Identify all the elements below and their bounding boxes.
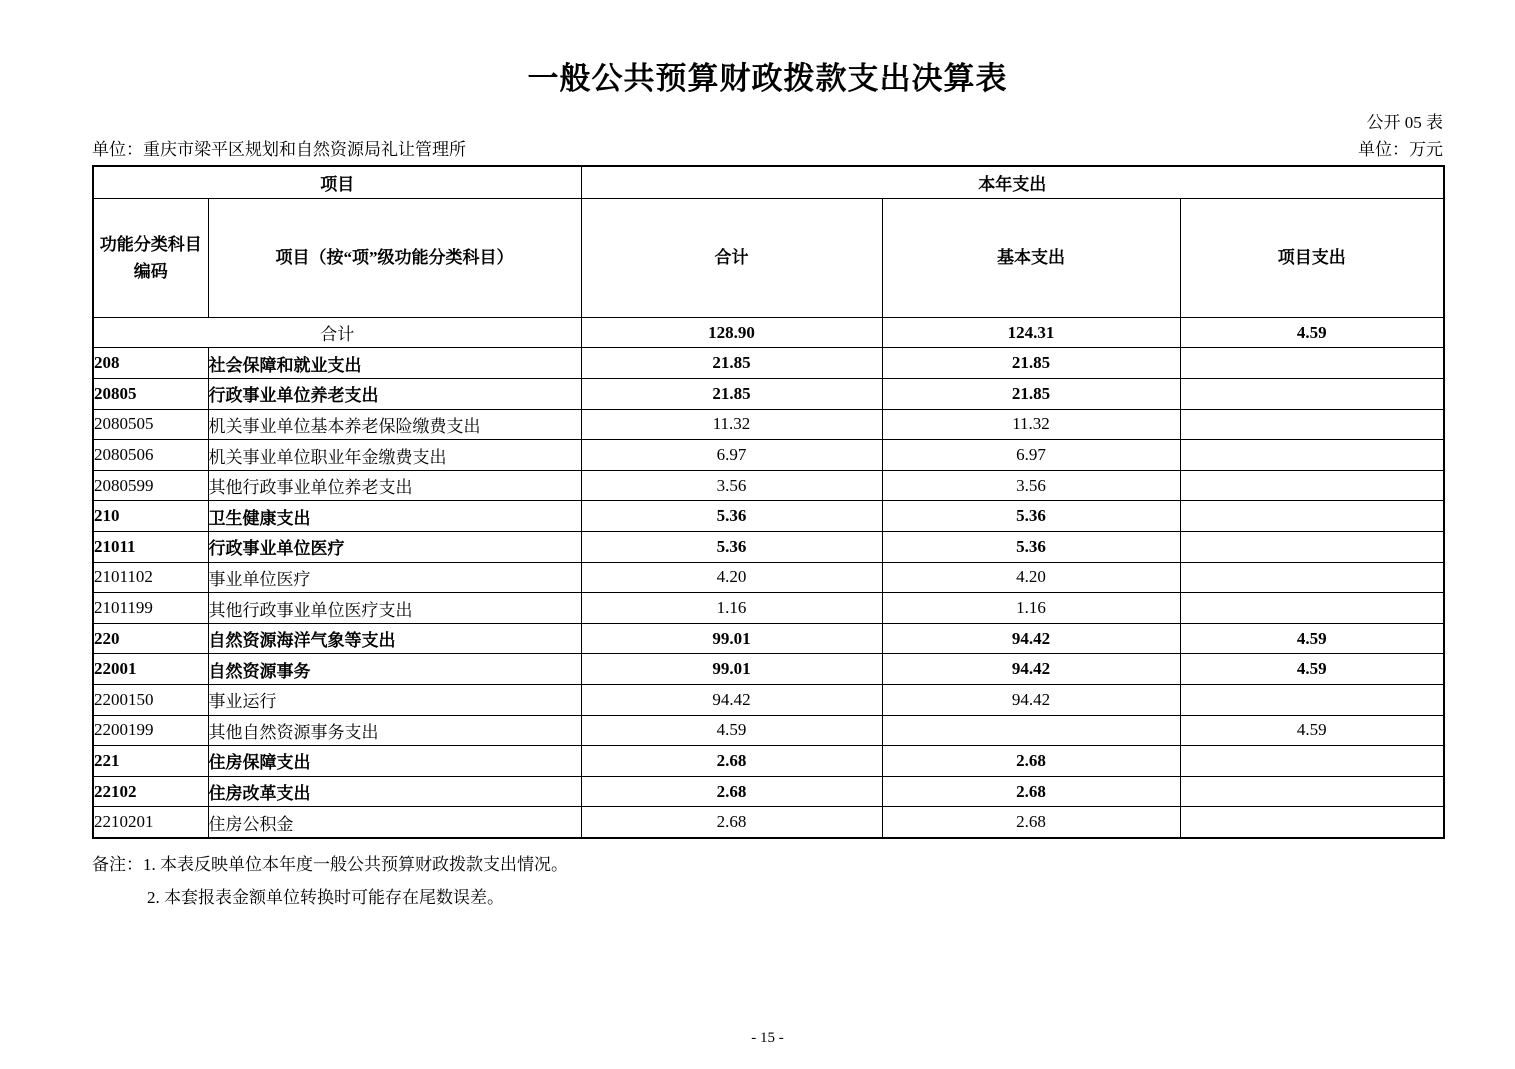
cell-basic: 4.20: [882, 562, 1180, 593]
cell-name: 其他行政事业单位养老支出: [208, 470, 581, 501]
cell-basic: 2.68: [882, 776, 1180, 807]
cell-name: 行政事业单位养老支出: [208, 379, 581, 410]
cell-project: [1180, 562, 1444, 593]
header-group-project: 项目: [93, 166, 581, 199]
cell-basic: 6.97: [882, 440, 1180, 471]
cell-total: 5.36: [581, 501, 882, 532]
cell-project: 4.59: [1180, 654, 1444, 685]
page-title: 一般公共预算财政拨款支出决算表: [527, 61, 1008, 96]
note-line-2: 2. 本套报表金额单位转换时可能存在尾数误差。: [147, 888, 504, 908]
cell-project: 4.59: [1180, 623, 1444, 654]
cell-total: 94.42: [581, 685, 882, 716]
cell-name: 其他自然资源事务支出: [208, 715, 581, 746]
cell-project: [1180, 746, 1444, 777]
cell-basic: 2.68: [882, 807, 1180, 838]
cell-code: 20805: [93, 379, 208, 410]
header-group-current-year-expense: 本年支出: [581, 166, 1444, 199]
header-col-project-expense: 项目支出: [1180, 198, 1444, 317]
cell-basic: 94.42: [882, 623, 1180, 654]
cell-name: 住房改革支出: [208, 776, 581, 807]
cell-total: 128.90: [581, 317, 882, 348]
cell-basic: 3.56: [882, 470, 1180, 501]
header-col-function-code-line1: 功能分类科目: [99, 234, 202, 254]
cell-basic: 94.42: [882, 654, 1180, 685]
page-number: - 15 -: [751, 1030, 784, 1046]
table-row: [93, 348, 1444, 379]
cell-code: 2101199: [93, 593, 208, 624]
cell-name: 自然资源海洋气象等支出: [208, 623, 581, 654]
table-row: [93, 623, 1444, 654]
cell-name: 行政事业单位医疗: [208, 532, 581, 563]
table-row: [93, 470, 1444, 501]
cell-code: 22102: [93, 776, 208, 807]
cell-name: 住房保障支出: [208, 746, 581, 777]
cell-project: [1180, 807, 1444, 838]
table-row: [93, 440, 1444, 471]
table-row: [93, 715, 1444, 746]
header-col-function-code: [93, 198, 208, 317]
cell-name: 社会保障和就业支出: [208, 348, 581, 379]
expenditure-table: [92, 165, 1445, 839]
cell-code: 2200199: [93, 715, 208, 746]
cell-basic: 2.68: [882, 746, 1180, 777]
cell-total: 4.59: [581, 715, 882, 746]
cell-name: 机关事业单位基本养老保险缴费支出: [208, 409, 581, 440]
cell-name: 住房公积金: [208, 807, 581, 838]
cell-total: 6.97: [581, 440, 882, 471]
table-row: [93, 409, 1444, 440]
cell-total: 21.85: [581, 348, 882, 379]
cell-project: [1180, 348, 1444, 379]
cell-name: 卫生健康支出: [208, 501, 581, 532]
cell-name: 事业单位医疗: [208, 562, 581, 593]
cell-total: 99.01: [581, 654, 882, 685]
cell-code: 2080505: [93, 409, 208, 440]
cell-basic: 124.31: [882, 317, 1180, 348]
header-col-basic-expense: 基本支出: [882, 198, 1180, 317]
table-row: [93, 746, 1444, 777]
cell-total: 1.16: [581, 593, 882, 624]
unit-currency-label: 单位：万元: [1358, 140, 1443, 160]
header-col-item-name: 项目（按“项”级功能分类科目）: [208, 198, 581, 317]
meta-line: [92, 140, 1443, 160]
cell-name: 其他行政事业单位医疗支出: [208, 593, 581, 624]
cell-code: 2210201: [93, 807, 208, 838]
cell-basic: 94.42: [882, 685, 1180, 716]
table-row: [93, 532, 1444, 563]
table-body: [93, 317, 1444, 838]
table-row: [93, 685, 1444, 716]
cell-project: [1180, 440, 1444, 471]
cell-basic: [882, 715, 1180, 746]
note-line-1: [92, 848, 1443, 881]
header-col-total: 合计: [581, 198, 882, 317]
cell-project: [1180, 409, 1444, 440]
cell-basic: 1.16: [882, 593, 1180, 624]
cell-total: 21.85: [581, 379, 882, 410]
cell-name: 机关事业单位职业年金缴费支出: [208, 440, 581, 471]
cell-name: 事业运行: [208, 685, 581, 716]
notes-label: 备注：: [92, 854, 143, 874]
cell-project: [1180, 532, 1444, 563]
cell-code: 221: [93, 746, 208, 777]
cell-basic: 21.85: [882, 348, 1180, 379]
cell-basic: 5.36: [882, 532, 1180, 563]
table-row: [93, 807, 1444, 838]
cell-code: 2080506: [93, 440, 208, 471]
cell-project: [1180, 685, 1444, 716]
cell-total: 11.32: [581, 409, 882, 440]
cell-name: 自然资源事务: [208, 654, 581, 685]
cell-project: 4.59: [1180, 317, 1444, 348]
table-code-label: 公开 05 表: [1366, 113, 1443, 133]
cell-project: [1180, 593, 1444, 624]
cell-total: 2.68: [581, 746, 882, 777]
table-row: [93, 379, 1444, 410]
cell-code: 208: [93, 348, 208, 379]
table-row: [93, 317, 1444, 348]
cell-total: 99.01: [581, 623, 882, 654]
cell-code: 2200150: [93, 685, 208, 716]
cell-project: 4.59: [1180, 715, 1444, 746]
cell-total: 5.36: [581, 532, 882, 563]
header-col-function-code-line2: 编码: [133, 261, 168, 281]
cell-basic: 21.85: [882, 379, 1180, 410]
cell-total: 2.68: [581, 807, 882, 838]
cell-code: 220: [93, 623, 208, 654]
cell-total: 2.68: [581, 776, 882, 807]
cell-total: 3.56: [581, 470, 882, 501]
unit-name-label: 单位：重庆市梁平区规划和自然资源局礼让管理所: [92, 140, 466, 160]
header-group-row: [93, 166, 1444, 199]
table-row: [93, 562, 1444, 593]
table-row: [93, 776, 1444, 807]
cell-code: 2101102: [93, 562, 208, 593]
table-row: [93, 501, 1444, 532]
cell-project: [1180, 470, 1444, 501]
cell-code: 210: [93, 501, 208, 532]
note-item-1: 1. 本表反映单位本年度一般公共预算财政拨款支出情况。: [143, 854, 568, 874]
table-row: [93, 654, 1444, 685]
header-cols-row: [93, 198, 1444, 317]
cell-code: 21011: [93, 532, 208, 563]
cell-total: 4.20: [581, 562, 882, 593]
table-row: [93, 593, 1444, 624]
cell-code: 22001: [93, 654, 208, 685]
notes: [92, 848, 1443, 914]
cell-code: 2080599: [93, 470, 208, 501]
cell-label: 合计: [93, 317, 581, 348]
cell-basic: 5.36: [882, 501, 1180, 532]
cell-project: [1180, 501, 1444, 532]
cell-basic: 11.32: [882, 409, 1180, 440]
cell-project: [1180, 379, 1444, 410]
cell-project: [1180, 776, 1444, 807]
